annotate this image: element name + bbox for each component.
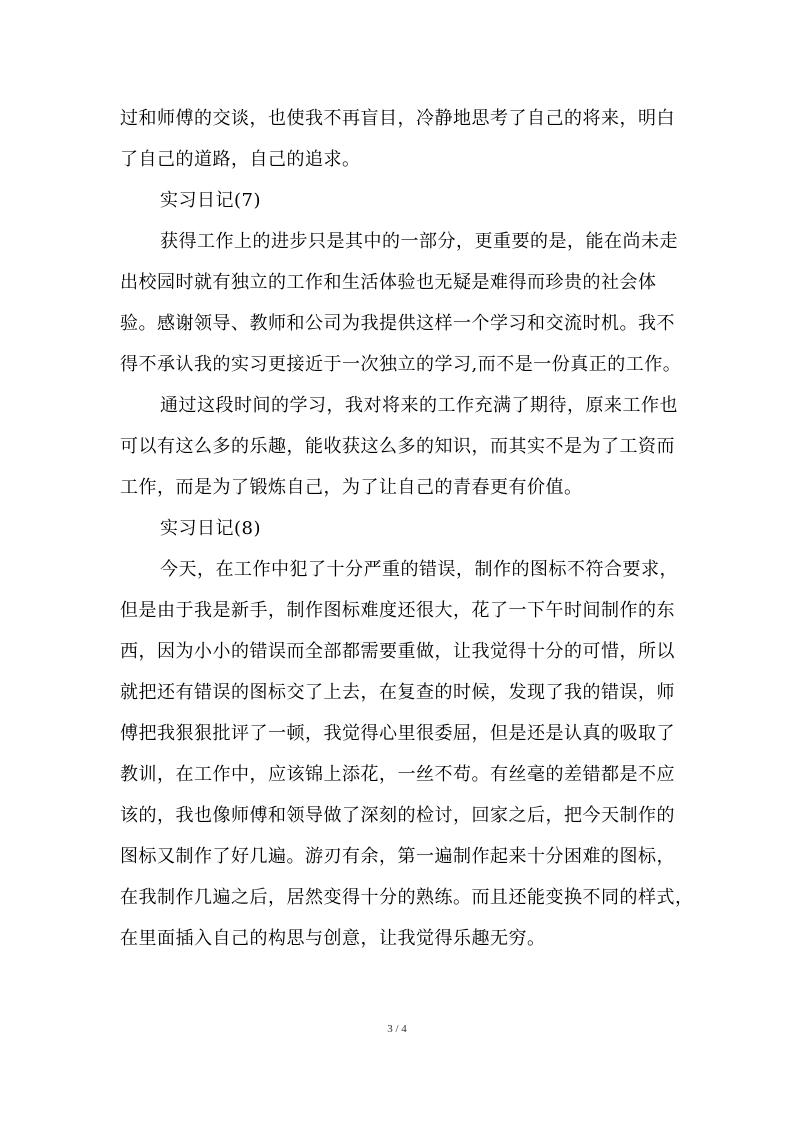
text-line: 傅把我狠狠批评了一顿，我觉得心里很委屈，但是还是认真的吸取了	[120, 723, 675, 744]
text-line: 工作，而是为了锻炼自己，为了让自己的青春更有价值。	[120, 477, 583, 498]
text-line: 就把还有错误的图标交了上去，在复查的时候，发现了我的错误，师	[120, 682, 675, 703]
text-line: 出校园时就有独立的工作和生活体验也无疑是难得而珍贵的社会体	[120, 272, 657, 293]
text-line: 得不承认我的实习更接近于一次独立的学习,而不是一份真正的工作。	[120, 354, 682, 375]
section-heading: 实习日记(8)	[160, 518, 261, 539]
text-line: 西，因为小小的错误而全部都需要重做，让我觉得十分的可惜，所以	[120, 641, 675, 662]
text-line: 该的，我也像师傅和领导做了深刻的检讨，回家之后，把今天制作的	[120, 805, 675, 826]
text-line: 过和师傅的交谈，也使我不再盲目，冷静地思考了自己的将来，明白	[120, 108, 675, 129]
text-line: 了自己的道路，自己的追求。	[120, 149, 361, 170]
text-line: 图标又制作了好几遍。游刃有余，第一遍制作起来十分困难的图标，	[120, 846, 675, 867]
text-line: 可以有这么多的乐趣，能收获这么多的知识，而其实不是为了工资而	[120, 436, 675, 457]
text-line: 获得工作上的进步只是其中的一部分，更重要的是，能在尚未走	[160, 231, 678, 252]
text-line: 但是由于我是新手，制作图标难度还很大，花了一下午时间制作的东	[120, 600, 675, 621]
text-line: 今天，在工作中犯了十分严重的错误，制作的图标不符合要求，	[160, 559, 678, 580]
text-line: 在我制作几遍之后，居然变得十分的熟练。而且还能变换不同的样式，	[120, 887, 694, 908]
section-heading: 实习日记(7)	[160, 190, 261, 211]
text-line: 教训，在工作中，应该锦上添花，一丝不苟。有丝毫的差错都是不应	[120, 764, 675, 785]
text-line: 在里面插入自己的构思与创意，让我觉得乐趣无穷。	[120, 928, 546, 949]
page-number: 3 / 4	[387, 1023, 407, 1035]
text-line: 通过这段时间的学习，我对将来的工作充满了期待，原来工作也	[160, 395, 678, 416]
text-line: 验。感谢领导、教师和公司为我提供这样一个学习和交流时机。我不	[120, 313, 675, 334]
